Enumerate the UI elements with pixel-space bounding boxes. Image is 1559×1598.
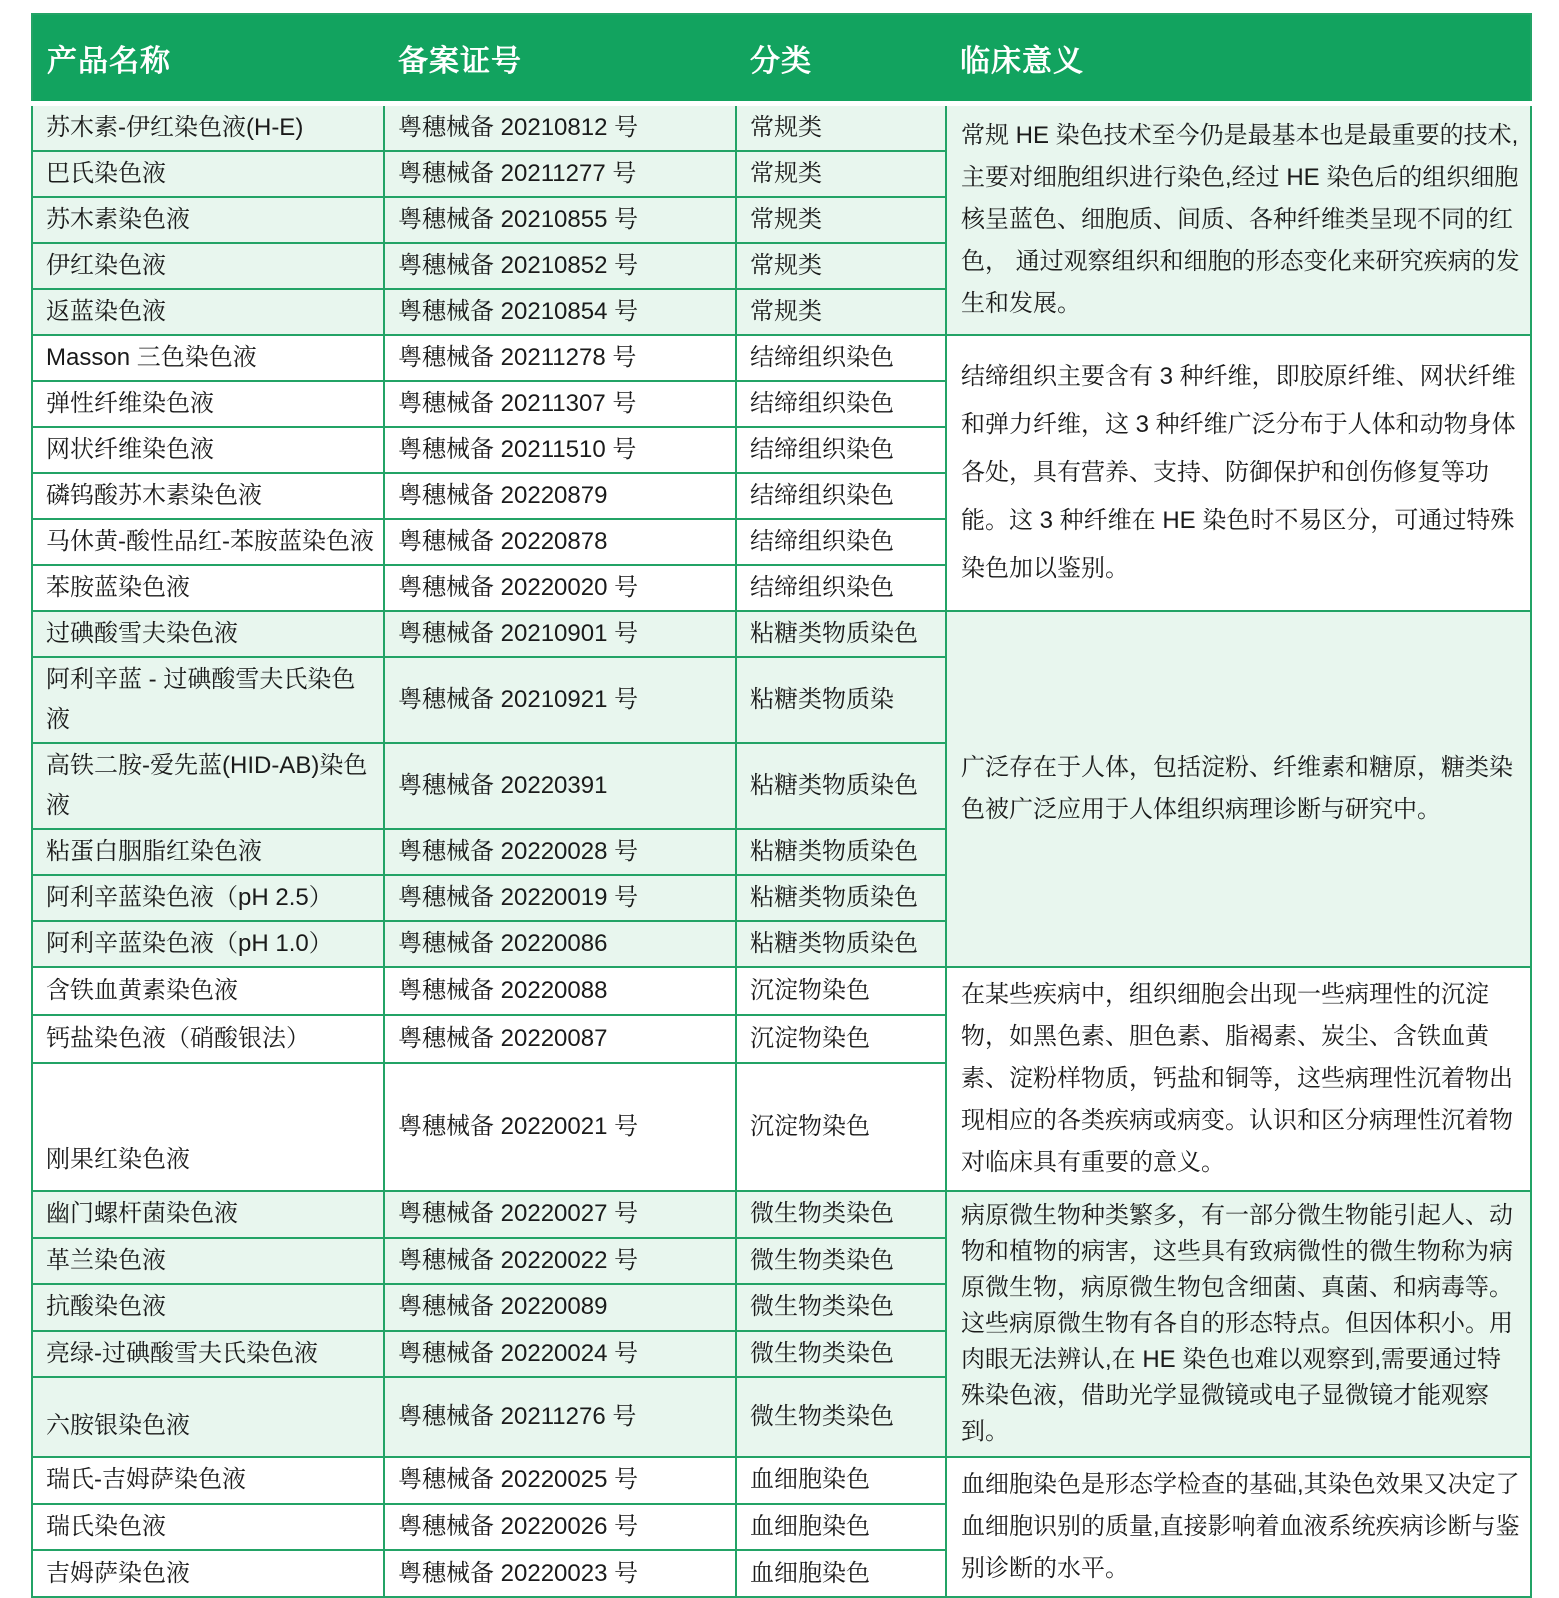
product-name-cell: 幽门螺杆菌染色液 (32, 1191, 384, 1238)
table-row (32, 335, 1531, 381)
product-name-cell: 巴氏染色液 (32, 151, 384, 197)
product-name-cell: 返蓝染色液 (32, 289, 384, 335)
table-row (32, 967, 1531, 1015)
table-body (32, 104, 1531, 1598)
registration-number-cell: 粤穗械备 20220022 号 (384, 1238, 736, 1285)
registration-number-cell: 粤穗械备 20211277 号 (384, 151, 736, 197)
product-name-cell: 粘蛋白胭脂红染色液 (32, 829, 384, 875)
product-name-cell: 阿利辛蓝染色液（pH 1.0） (32, 921, 384, 967)
registration-number-cell: 粤穗械备 20211278 号 (384, 335, 736, 381)
product-name-cell: 阿利辛蓝 - 过碘酸雪夫氏染色液 (32, 657, 384, 743)
category-cell: 血细胞染色 (736, 1504, 946, 1551)
product-name-cell: 瑞氏染色液 (32, 1504, 384, 1551)
category-cell: 粘糖类物质染色 (736, 829, 946, 875)
product-name-cell: 钙盐染色液（硝酸银法） (32, 1015, 384, 1063)
registration-number-cell: 粤穗械备 20220027 号 (384, 1191, 736, 1238)
col-header-product-name: 产品名称 (32, 14, 384, 104)
registration-number-cell: 粤穗械备 20210901 号 (384, 611, 736, 657)
category-cell: 微生物类染色 (736, 1377, 946, 1457)
registration-number-cell: 粤穗械备 20210812 号 (384, 104, 736, 152)
registration-number-cell: 粤穗械备 20220391 (384, 743, 736, 829)
category-cell: 结缔组织染色 (736, 565, 946, 611)
table-row (32, 104, 1531, 152)
col-header-clinical-significance: 临床意义 (946, 14, 1531, 104)
product-name-cell: 伊红染色液 (32, 243, 384, 289)
clinical-significance-cell: 病原微生物种类繁多，有一部分微生物能引起人、动物和植物的病害，这些具有致病微性的微生物称为病原微生物，病原微生物包含细菌、真菌、和病毒等。这些病原微生物有各自的形态特点。但因体积小。用肉眼无法辨认,在 HE 染色也难以观察到,需要通过特殊染色液，借助光学显微镜或电子显微镜才能观察到。 (946, 1191, 1531, 1457)
category-cell: 常规类 (736, 104, 946, 152)
registration-number-cell: 粤穗械备 20220021 号 (384, 1063, 736, 1191)
product-name-cell: 含铁血黄素染色液 (32, 967, 384, 1015)
registration-number-cell: 粤穗械备 20220087 (384, 1015, 736, 1063)
product-name-cell: 苏木素染色液 (32, 197, 384, 243)
product-name-cell: 马休黄-酸性品红-苯胺蓝染色液 (32, 519, 384, 565)
category-cell: 沉淀物染色 (736, 967, 946, 1015)
product-name-cell: 弹性纤维染色液 (32, 381, 384, 427)
product-name-cell: 磷钨酸苏木素染色液 (32, 473, 384, 519)
category-cell: 结缔组织染色 (736, 473, 946, 519)
products-table (31, 13, 1532, 1598)
registration-number-cell: 粤穗械备 20211510 号 (384, 427, 736, 473)
registration-number-cell: 粤穗械备 20220025 号 (384, 1457, 736, 1504)
category-cell: 常规类 (736, 243, 946, 289)
category-cell: 常规类 (736, 289, 946, 335)
registration-number-cell: 粤穗械备 20210855 号 (384, 197, 736, 243)
registration-number-cell: 粤穗械备 20220879 (384, 473, 736, 519)
category-cell: 结缔组织染色 (736, 335, 946, 381)
registration-number-cell: 粤穗械备 20210921 号 (384, 657, 736, 743)
registration-number-cell: 粤穗械备 20210852 号 (384, 243, 736, 289)
category-cell: 结缔组织染色 (736, 519, 946, 565)
category-cell: 粘糖类物质染色 (736, 743, 946, 829)
product-name-cell: 苏木素-伊红染色液(H-E) (32, 104, 384, 152)
registration-number-cell: 粤穗械备 20220019 号 (384, 875, 736, 921)
category-cell: 血细胞染色 (736, 1457, 946, 1504)
table-header (32, 14, 1531, 104)
col-header-category: 分类 (736, 14, 946, 104)
table-row (32, 611, 1531, 657)
product-name-cell: Masson 三色染色液 (32, 335, 384, 381)
category-cell: 粘糖类物质染 (736, 657, 946, 743)
product-name-cell: 瑞氏-吉姆萨染色液 (32, 1457, 384, 1504)
clinical-significance-cell: 结缔组织主要含有 3 种纤维，即胶原纤维、网状纤维和弹力纤维，这 3 种纤维广泛分布于人体和动物身体各处，具有营养、支持、防御保护和创伤修复等功能。这 3 种纤维在 HE 染色时不易区分，可通过特殊染色加以鉴别。 (946, 335, 1531, 611)
category-cell: 常规类 (736, 151, 946, 197)
category-cell: 微生物类染色 (736, 1238, 946, 1285)
product-name-cell: 吉姆萨染色液 (32, 1550, 384, 1597)
product-name-cell: 网状纤维染色液 (32, 427, 384, 473)
category-cell: 结缔组织染色 (736, 381, 946, 427)
product-name-cell: 刚果红染色液 (32, 1063, 384, 1191)
category-cell: 粘糖类物质染色 (736, 875, 946, 921)
registration-number-cell: 粤穗械备 20220026 号 (384, 1504, 736, 1551)
table-row (32, 1457, 1531, 1504)
category-cell: 微生物类染色 (736, 1191, 946, 1238)
registration-number-cell: 粤穗械备 20220089 (384, 1284, 736, 1331)
category-cell: 粘糖类物质染色 (736, 611, 946, 657)
category-cell: 沉淀物染色 (736, 1015, 946, 1063)
clinical-significance-cell: 血细胞染色是形态学检查的基础,其染色效果又决定了血细胞识别的质量,直接影响着血液系统疾病诊断与鉴别诊断的水平。 (946, 1457, 1531, 1597)
registration-number-cell: 粤穗械备 20211276 号 (384, 1377, 736, 1457)
registration-number-cell: 粤穗械备 20220020 号 (384, 565, 736, 611)
category-cell: 微生物类染色 (736, 1331, 946, 1378)
registration-number-cell: 粤穗械备 20220088 (384, 967, 736, 1015)
registration-number-cell: 粤穗械备 20220086 (384, 921, 736, 967)
product-name-cell: 革兰染色液 (32, 1238, 384, 1285)
product-name-cell: 抗酸染色液 (32, 1284, 384, 1331)
product-name-cell: 亮绿-过碘酸雪夫氏染色液 (32, 1331, 384, 1378)
product-name-cell: 阿利辛蓝染色液（pH 2.5） (32, 875, 384, 921)
product-name-cell: 高铁二胺-爱先蓝(HID-AB)染色液 (32, 743, 384, 829)
registration-number-cell: 粤穗械备 20220878 (384, 519, 736, 565)
registration-number-cell: 粤穗械备 20211307 号 (384, 381, 736, 427)
category-cell: 血细胞染色 (736, 1550, 946, 1597)
product-name-cell: 苯胺蓝染色液 (32, 565, 384, 611)
header-row (32, 14, 1531, 104)
table-row (32, 1191, 1531, 1238)
col-header-registration-number: 备案证号 (384, 14, 736, 104)
registration-number-cell: 粤穗械备 20220023 号 (384, 1550, 736, 1597)
clinical-significance-cell: 常规 HE 染色技术至今仍是最基本也是最重要的技术,主要对细胞组织进行染色,经过 HE 染色后的组织细胞核呈蓝色、细胞质、间质、各种纤维类呈现不同的红色， 通过观察组织和细胞的形态变化来研究疾病的发生和发展。 (946, 104, 1531, 336)
registration-number-cell: 粤穗械备 20220028 号 (384, 829, 736, 875)
category-cell: 常规类 (736, 197, 946, 243)
registration-number-cell: 粤穗械备 20220024 号 (384, 1331, 736, 1378)
category-cell: 粘糖类物质染色 (736, 921, 946, 967)
category-cell: 结缔组织染色 (736, 427, 946, 473)
clinical-significance-cell: 广泛存在于人体，包括淀粉、纤维素和糖原，糖类染色被广泛应用于人体组织病理诊断与研究中。 (946, 611, 1531, 967)
category-cell: 沉淀物染色 (736, 1063, 946, 1191)
category-cell: 微生物类染色 (736, 1284, 946, 1331)
product-name-cell: 过碘酸雪夫染色液 (32, 611, 384, 657)
product-name-cell: 六胺银染色液 (32, 1377, 384, 1457)
registration-number-cell: 粤穗械备 20210854 号 (384, 289, 736, 335)
clinical-significance-cell: 在某些疾病中，组织细胞会出现一些病理性的沉淀物，如黑色素、胆色素、脂褐素、炭尘、含铁血黄素、淀粉样物质，钙盐和铜等，这些病理性沉着物出现相应的各类疾病或病变。认识和区分病理性沉着物对临床具有重要的意义。 (946, 967, 1531, 1191)
